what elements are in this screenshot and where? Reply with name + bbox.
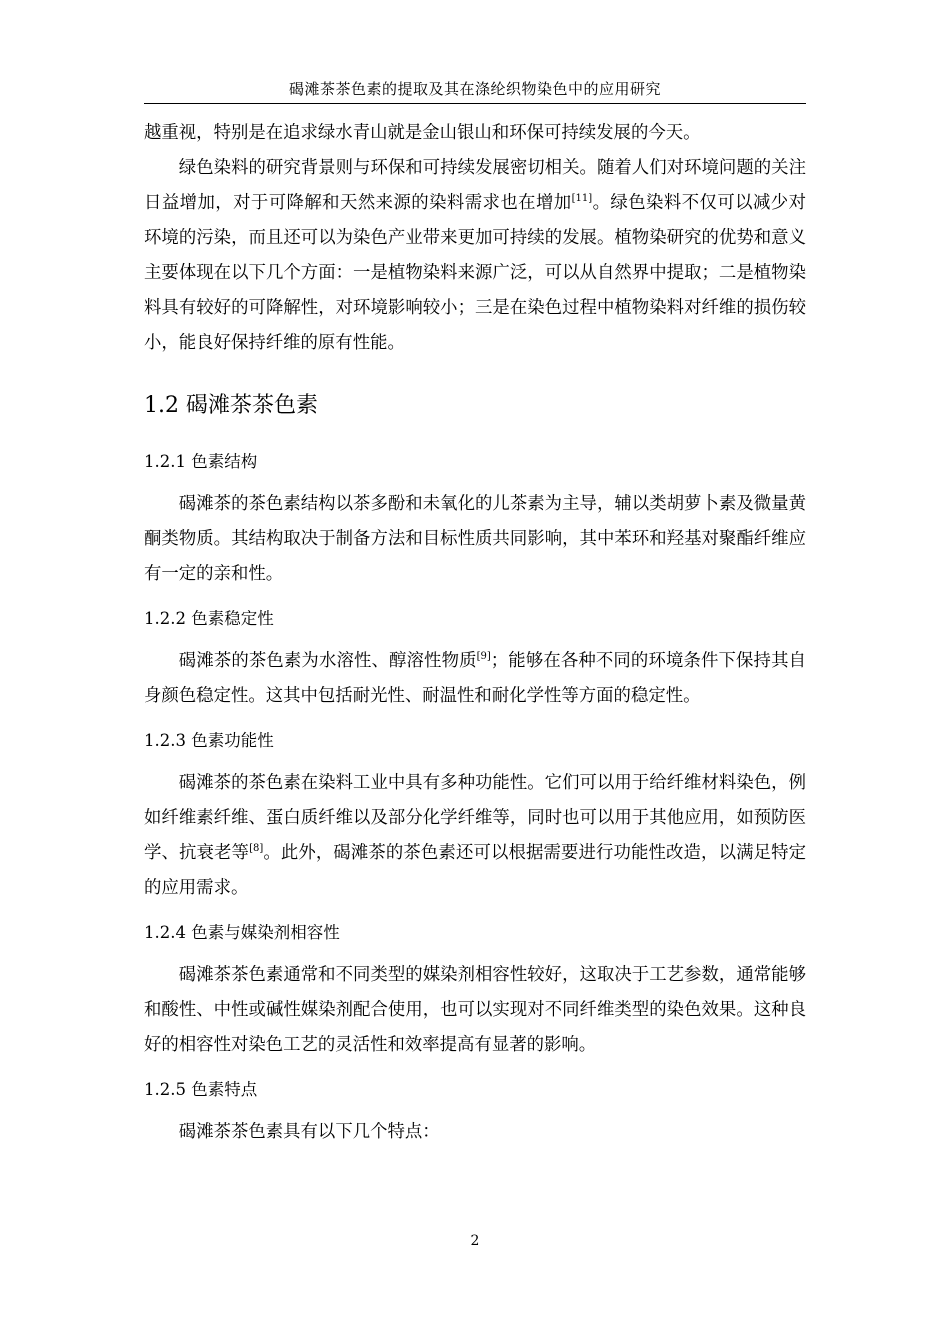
paragraph-text: 碣滩茶的茶色素为水溶性、醇溶性物质 [178, 651, 477, 671]
subsection-heading-stability: 1.2.2 色素稳定性 [144, 609, 274, 628]
paragraph-features: 碣滩茶茶色素具有以下几个特点： [178, 1122, 440, 1142]
subsection-heading-features: 1.2.5 色素特点 [144, 1080, 258, 1099]
paragraph-stability [144, 644, 806, 714]
section-heading: 1.2 碣滩茶茶色素 [144, 393, 318, 418]
subsection-heading-function: 1.2.3 色素功能性 [144, 731, 274, 750]
page-number: 2 [470, 1233, 480, 1249]
paragraph-text: 绿色染料的研究背景则与环保和可持续发展密切相关。随着人们对环境问题的关注日益增加，对于可降解和天然来源的染料需求也在增加 [144, 158, 806, 213]
subsection-heading-structure: 1.2.1 色素结构 [144, 452, 258, 471]
paragraph-structure: 碣滩茶的茶色素结构以茶多酚和未氧化的儿茶素为主导，辅以类胡萝卜素及微量黄酮类物质。其结构取决于制备方法和目标性质共同影响，其中苯环和羟基对聚酯纤维应有一定的亲和性。 [144, 494, 806, 584]
paragraph-continued: 越重视，特别是在追求绿水青山就是金山银山和环保可持续发展的今天。 [144, 123, 701, 143]
citation: [8] [249, 843, 264, 854]
paragraph-text: 。绿色染料不仅可以减少对环境的污染，而且还可以为染色产业带来更加可持续的发展。植物染研究的优势和意义主要体现在以下几个方面：一是植物染料来源广泛，可以从自然界中提取；二是植物染料具有较好的可降解性，对环境影响较小；三是在染色过程中植物染料对纤维的损伤较小，能良好保持纤维的原有性能。 [144, 193, 806, 353]
paragraph-text: 碣滩茶的茶色素在染料工业中具有多种功能性。它们可以用于给纤维材料染色，例如纤维素纤维、蛋白质纤维以及部分化学纤维等，同时也可以用于其他应用，如预防医学、抗衰老等 [144, 773, 806, 863]
citation: [9] [476, 651, 491, 662]
paragraph-text: ；能够在各种不同的环境条件下保持其自身颜色稳定性。这其中包括耐光性、耐温性和耐化学性等方面的稳定性。 [144, 651, 806, 706]
paragraph-text: 。此外，碣滩茶的茶色素还可以根据需要进行功能性改造，以满足特定的应用需求。 [144, 843, 806, 898]
paragraph-green-dyes [144, 151, 806, 361]
header-rule [144, 103, 806, 104]
subsection-heading-compatibility: 1.2.4 色素与媒染剂相容性 [144, 923, 340, 942]
running-header: 碣滩茶茶色素的提取及其在涤纶织物染色中的应用研究 [288, 80, 661, 98]
paragraph-compatibility: 碣滩茶茶色素通常和不同类型的媒染剂相容性较好，这取决于工艺参数，通常能够和酸性、中性或碱性媒染剂配合使用，也可以实现对不同纤维类型的染色效果。这种良好的相容性对染色工艺的灵活性和效率提高有显著的影响。 [144, 965, 806, 1055]
page-body [144, 116, 806, 1150]
citation: [11] [571, 193, 593, 204]
paragraph-function [144, 766, 806, 906]
